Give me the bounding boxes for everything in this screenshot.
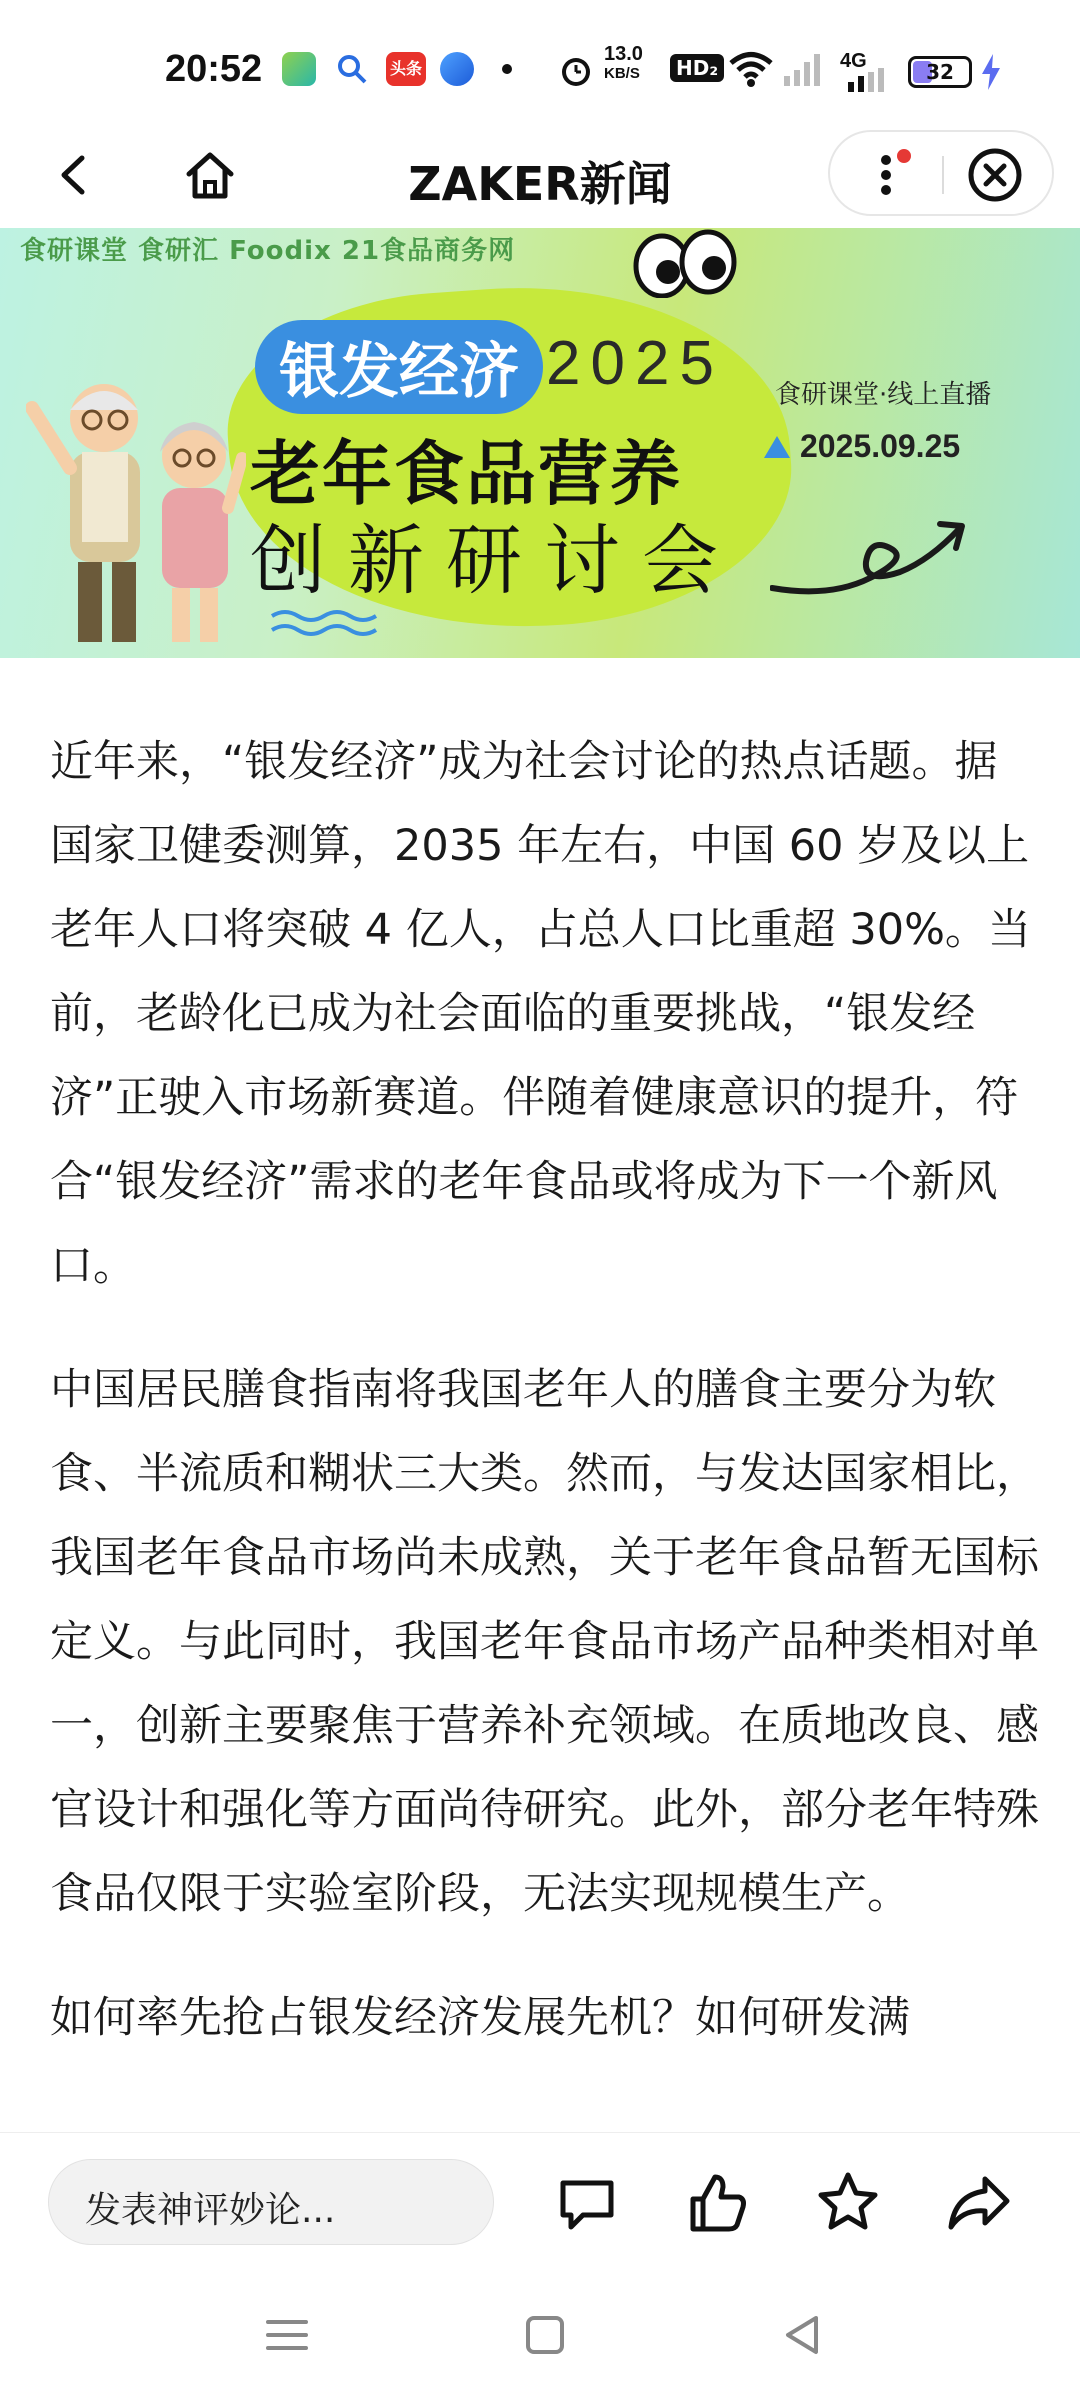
more-button[interactable] (858, 142, 918, 208)
signal-label: 4G (840, 50, 867, 72)
bottom-action-bar (0, 2132, 1080, 2270)
signal-icon (782, 52, 822, 92)
close-circle-icon (964, 144, 1026, 206)
article-paragraph: 近年来，“银发经济”成为社会讨论的热点话题。据国家卫健委测算，2035 年左右，中国 60 岁及以上老年人口将突破 4 亿人，占总人口比重超 30%。当前，老龄化已成为社会面临的重要挑战，“银发经济”正驶入市场新赛道。伴随着健康意识的提升，符合“银发经济”需求的老年食品或将成为下一个新风口。 (50, 737, 1031, 1291)
capsule-divider (942, 156, 944, 194)
comment-input[interactable] (48, 2159, 494, 2245)
home-square-icon (520, 2310, 570, 2360)
blue-app-icon (440, 52, 474, 86)
banner-date: 2025.09.25 (800, 428, 961, 464)
like-button[interactable] (683, 2169, 751, 2237)
net-speed: 13.0 KB/S (604, 43, 643, 82)
comment-icon (553, 2169, 621, 2237)
charging-icon (980, 54, 1002, 94)
system-back-button[interactable] (778, 2310, 828, 2360)
close-button[interactable] (964, 144, 1026, 206)
share-button[interactable] (945, 2169, 1013, 2237)
search-icon (335, 52, 369, 86)
page-title: ZAKER新闻 (408, 157, 672, 211)
status-bar (0, 0, 1080, 130)
battery-icon: 32 (908, 56, 972, 88)
ai-icon (282, 52, 316, 86)
banner-live-tag: 食研课堂·线上直播 (775, 380, 992, 410)
toutiao-icon: 头条 (386, 52, 426, 86)
system-nav-bar (0, 2270, 1080, 2400)
status-time: 20:52 (165, 48, 263, 90)
sponsor-logos: 食研课堂 食研汇 Foodix 21食品商务网 (20, 236, 516, 266)
cell-signal-icon (846, 68, 886, 96)
article-paragraph: 如何率先抢占银发经济发展先机？如何研发满 (50, 1993, 910, 2043)
recent-apps-button[interactable] (262, 2310, 312, 2360)
share-icon (945, 2169, 1013, 2237)
banner-headline: 老年食品营养 (250, 433, 682, 515)
star-icon (814, 2169, 882, 2237)
swirl-arrow-icon (770, 488, 970, 608)
comment-placeholder: 发表神评妙论... (85, 2190, 336, 2231)
top-nav (0, 130, 1080, 230)
back-triangle-icon (778, 2310, 828, 2360)
banner-pill-text: 银发经济 (255, 320, 543, 414)
notification-dot (897, 149, 911, 163)
menu-icon (262, 2310, 312, 2360)
more-notifications-dot (502, 64, 512, 74)
article-paragraph: 中国居民膳食指南将我国老年人的膳食主要分为软食、半流质和糊状三大类。然而，与发达国家相比，我国老年食品市场尚未成熟，关于老年食品暂无国标定义。与此同时，我国老年食品市场产品种类相对单一，创新主要聚焦于营养补充领域。在质地改良、感官设计和强化等方面尚待研究。此外，部分老年特殊食品仅限于实验室阶段，无法实现规模生产。 (50, 1365, 1039, 1919)
waves-icon (270, 606, 380, 646)
article-body (50, 720, 1040, 2100)
system-home-button[interactable] (520, 2310, 570, 2360)
triangle-icon (762, 434, 792, 460)
article-banner-image (0, 228, 1080, 658)
favorite-button[interactable] (814, 2169, 882, 2237)
elderly-couple-illustration (26, 348, 246, 658)
like-icon (683, 2169, 751, 2237)
hd-badge: HD₂ (670, 54, 724, 82)
mini-program-capsule (828, 130, 1054, 216)
cartoon-eyes-icon (630, 228, 740, 298)
banner-subhead: 创新研讨会 (250, 516, 740, 605)
alarm-icon (556, 50, 596, 94)
wifi-icon (728, 50, 774, 92)
more-vertical-icon (858, 142, 918, 208)
comment-button[interactable] (553, 2169, 621, 2237)
banner-year: 2025 (546, 329, 724, 398)
